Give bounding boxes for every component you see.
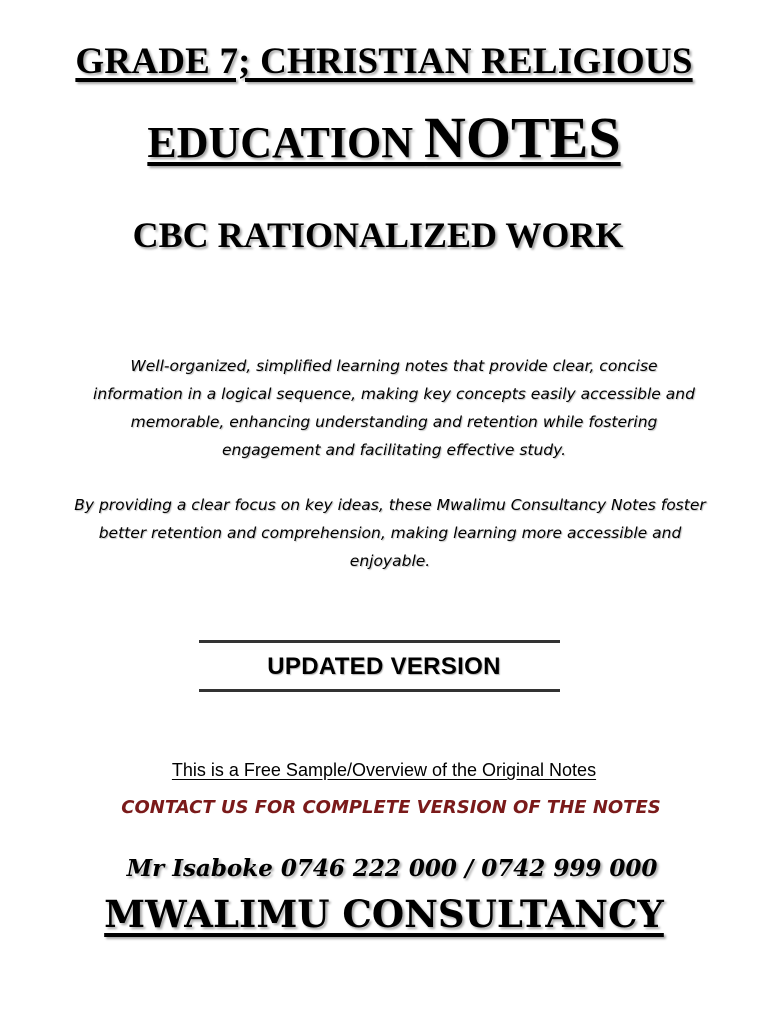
organization-name: MWALIMU CONSULTANCY — [104, 892, 664, 936]
contact-notice: CONTACT US FOR COMPLETE VERSION OF THE NOTES — [121, 797, 661, 818]
title-notes: NOTES — [424, 105, 621, 170]
title-education: EDUCATION — [147, 118, 424, 167]
title-line-1: GRADE 7; CHRISTIAN RELIGIOUS — [75, 41, 693, 82]
free-sample-notice: This is a Free Sample/Overview of the Original Notes — [171, 760, 597, 780]
divider-top — [199, 640, 560, 643]
title-line-2 — [0, 104, 768, 171]
divider-bottom — [199, 689, 560, 692]
description-paragraph-2: By providing a clear focus on key ideas, these Mwalimu Consultancy Notes foster better retention and comprehension, making learning more accessible and enjoyable. — [74, 496, 706, 570]
updated-version-label: UPDATED VERSION — [267, 653, 501, 680]
phone-contact: Mr Isaboke 0746 222 000 / 0742 999 000 — [126, 855, 658, 882]
description-paragraph-1: Well-organized, simplified learning notes that provide clear, concise information in a logical sequence, making key concepts easily accessible and memorable, enhancing understanding and retention while fostering engagement and facilitating effective study. — [93, 357, 695, 459]
subtitle: CBC RATIONALIZED WORK — [132, 215, 624, 255]
